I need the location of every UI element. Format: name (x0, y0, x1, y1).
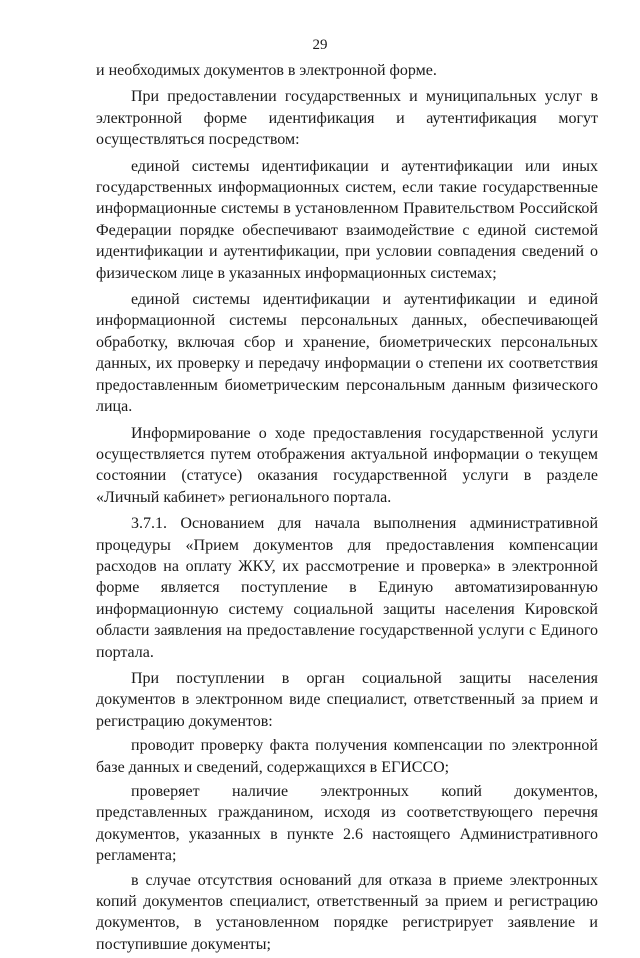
paragraph-identification-intro: При предоставлении государственных и муниципальных услуг в электронной форме идентификация и аутентификация могут осуществляться посредством: (96, 88, 598, 149)
paragraph-check-copies: проверяет наличие электронных копий документов, представленных гражданином, исходя из соответствующего перечня документов, указанных в пункте 2.6 настоящего Административного регламента; (96, 783, 598, 865)
paragraph-specialist-actions: При поступлении в орган социальной защиты населения документов в электронном виде специалист, ответственный за прием и регистрацию документов: (96, 669, 598, 730)
paragraph-continuation: и необходимых документов в электронной форме. (96, 62, 437, 79)
document-body (96, 60, 598, 958)
paragraph-biometric-system: единой системы идентификации и аутентификации и единой информационной системы персональных данных, обеспечивающей обработку, включая сбор и хранение, биометрических персональных данных, их проверку и передачу информации о степени их соответствия предоставленным биометрическим персональным данным физического лица. (96, 291, 598, 416)
paragraph-registration: в случае отсутствия оснований для отказа в приеме электронных копий документов специалист, ответственный за прием и регистрацию документов, в установленном порядке регистрирует заявление и поступившие документы; (96, 871, 598, 953)
paragraph-check-compensation: проводит проверку факта получения компенсации по электронной базе данных и сведений, содержащихся в ЕГИССО; (96, 737, 598, 776)
page-number: 29 (312, 37, 328, 53)
paragraph-esia-systems: единой системы идентификации и аутентификации или иных государственных информационных систем, если такие государственные информационные системы в установленном Правительством Российской Федерации порядке обеспечивают взаимодействие с единой системой идентификации и аутентификации, при условии совпадения сведений о физическом лице в указанных информационных системах; (96, 157, 598, 282)
paragraph-informing: Информирование о ходе предоставления государственной услуги осуществляется путем отображения актуальной информации о текущем состоянии (статусе) оказания государственной услуги в разделе «Личный кабинет» регионального портала. (96, 424, 598, 506)
paragraph-section-3-7-1: 3.7.1. Основанием для начала выполнения административной процедуры «Прием документов для предоставления компенсации расходов на оплату ЖКУ, их рассмотрение и проверка» в электронной форме является поступление в Единую автоматизированную информационную систему социальной защиты населения Кировской области заявления на предоставление государственной услуги с Единого портала. (96, 515, 598, 661)
